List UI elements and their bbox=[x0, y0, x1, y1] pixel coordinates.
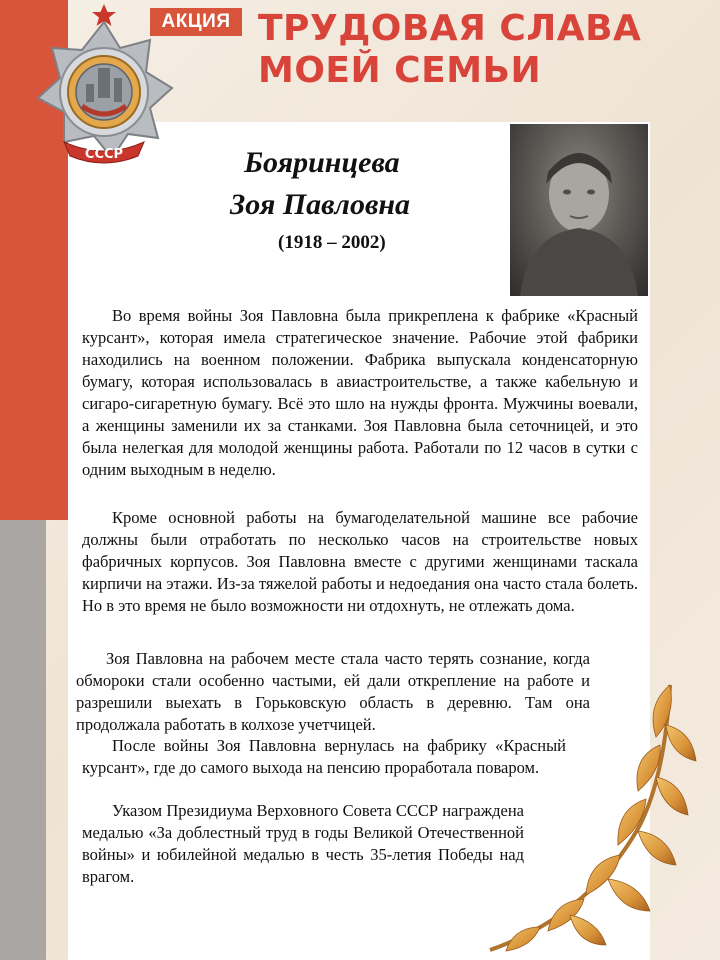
story-paragraph-5: Указом Президиума Верховного Совета СССР награждена медалью «За доблестный труд в годы Великой Отечественной войны» и юбилейной медалью в честь 35-летия Победы над врагом. bbox=[82, 801, 524, 886]
promo-tag: АКЦИЯ bbox=[150, 8, 242, 36]
title-line-1: ТРУДОВАЯ СЛАВА bbox=[258, 8, 642, 49]
laurel-branch-icon bbox=[470, 665, 710, 960]
person-years: (1918 – 2002) bbox=[278, 232, 386, 253]
person-surname: Бояринцева bbox=[244, 146, 400, 179]
page-title bbox=[258, 8, 718, 92]
portrait-photo bbox=[510, 124, 648, 296]
story-paragraph-3: Зоя Павловна на рабочем месте стала часто терять сознание, когда обмороки стали особенно частыми, ей дали открепление на работе и разрешили выехать в Горьковскую область в деревню. Там она продолжала работать в колхозе учетчицей. bbox=[76, 649, 590, 734]
story-paragraph-2: Кроме основной работы на бумагоделательной машине все рабочие должны были отработать по несколько часов на строительстве новых фабричных корпусов. Зоя Павловна вместе с другими женщинами таскала кирпичи на этажи. Из-за тяжелой работы и недоедания она часто стала болеть. Но в это время не было возможности ни отдохнуть, не отлежать дома. bbox=[82, 508, 638, 615]
story-paragraph-4: После войны Зоя Павловна вернулась на фабрику «Красный курсант», где до самого выхода на пенсию проработала поваром. bbox=[82, 736, 566, 777]
badge-text: СССР bbox=[84, 147, 124, 162]
title-line-2: МОЕЙ СЕМЬИ bbox=[258, 50, 542, 91]
person-given-names: Зоя Павловна bbox=[230, 188, 411, 221]
red-strip bbox=[46, 118, 68, 520]
story-paragraph-1: Во время войны Зоя Павловна была прикреплена к фабрике «Красный курсант», которая имела стратегическое значение. Рабочие этой фабрики находились на военном положении. Фабрика выпускала конденсаторную бумагу, которая использовалась в авиастроительстве, а также кабельную и сигаро-сигаретную бумагу. Всё это шло на нужды фронта. Мужчины воевали, а женщины заменили их за станками. Зоя Павловна была сеточницей, и это была нелегкая для молодой женщины работа. Работали по 12 часов в сутки с одним выходным в неделю. bbox=[82, 306, 638, 479]
